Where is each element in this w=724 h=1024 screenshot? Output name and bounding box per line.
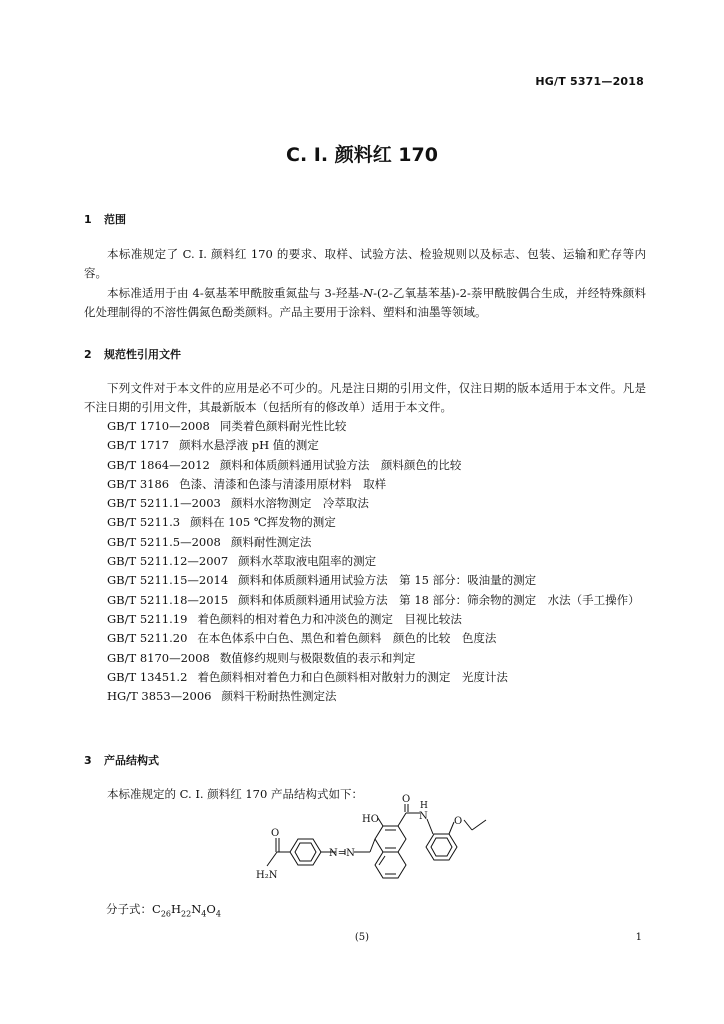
- formula-text: $C_{26}H_{22}N_4O_4$: [152, 902, 221, 919]
- section-number: 3: [84, 754, 92, 767]
- section-2-heading: [84, 346, 181, 362]
- reference-item: GB/T 5211.3 颜料在 105 ℃挥发物的测定: [107, 515, 336, 530]
- reference-item: GB/T 5211.19 着色颜料的相对着色力和冲淡色的测定 目视比较法: [107, 611, 462, 626]
- reference-item: GB/T 5211.20 在本色体系中白色、黑色和着色颜料 颜色的比较 色度法: [107, 631, 497, 646]
- section-title: 产品结构式: [104, 754, 159, 767]
- references-intro: 下列文件对于本文件的应用是必不可少的。凡是注日期的引用文件，仅注日期的版本适用于本文件。凡是不注日期的引用文件，其最新版本（包括所有的修改单）适用于本文件。: [84, 381, 646, 414]
- section-number: 2: [84, 348, 92, 361]
- formula-label: 分子式：: [106, 902, 152, 916]
- reference-list: [84, 417, 648, 706]
- hydrogen-label: H: [420, 801, 428, 811]
- nitrogen-label: N: [419, 811, 428, 822]
- hydroxyl-label: HO: [362, 814, 379, 825]
- reference-item: GB/T 1717 颜料水悬浮液 pH 值的测定: [107, 438, 319, 453]
- page-number-right: 1: [635, 932, 642, 943]
- reference-item: GB/T 8170—2008 数值修约规则与极限数值的表示和判定: [107, 650, 416, 665]
- svg-text:O: O: [454, 816, 463, 827]
- reference-item: GB/T 1710—2008 同类着色颜料耐光性比较: [107, 419, 347, 433]
- reference-item: GB/T 5211.1—2003 颜料水溶物测定 冷萃取法: [107, 496, 369, 511]
- section-3-heading: [84, 752, 159, 768]
- section-number: 1: [84, 213, 92, 226]
- section-title: 规范性引用文件: [104, 348, 181, 361]
- reference-item: GB/T 1864—2012 颜料和体质颜料通用试验方法 颜料颜色的比较: [107, 457, 462, 472]
- reference-item: GB/T 5211.15—2014 颜料和体质颜料通用试验方法 第 15 部分：吸油量的测定: [107, 573, 537, 588]
- section-1-heading: [84, 211, 126, 227]
- scope-paragraph-1: 本标准规定了 C. I. 颜料红 170 的要求、取样、试验方法、检验规则以及标志、包装、运输和贮存等内容。: [84, 247, 646, 280]
- scope-paragraph-2: 本标准适用于由 4-氨基苯甲酰胺重氮盐与 3-羟基-N-(2-乙氧基苯基)-2-萘甲酰胺偶合生成，并经特殊颜料化处理制得的不溶性偶氮色酚类颜料。产品主要用于涂料、塑料和油墨等领域。: [84, 286, 646, 319]
- reference-item: GB/T 5211.12—2007 颜料水萃取液电阻率的测定: [107, 554, 377, 569]
- page-number-center: (5): [354, 932, 370, 943]
- reference-item: GB/T 5211.18—2015 颜料和体质颜料通用试验方法 第 18 部分：筛余物的测定 水法（手工操作）: [107, 592, 640, 607]
- reference-item: HG/T 3853—2006 颜料干粉耐热性测定法: [107, 689, 337, 704]
- page-title: C. I. 颜料红 170: [286, 144, 438, 166]
- amine-label: H₂N: [256, 870, 278, 881]
- chemical-structure-diagram: [250, 794, 490, 898]
- standard-number: HG/T 5371—2018: [535, 75, 644, 88]
- reference-item: GB/T 3186 色漆、清漆和色漆与清漆用原材料 取样: [107, 476, 387, 491]
- reference-item: GB/T 13451.2 着色颜料相对着色力和白色颜料相对散射力的测定 光度计法: [107, 669, 508, 684]
- structure-intro: 本标准规定的 C. I. 颜料红 170 产品结构式如下：: [107, 787, 363, 801]
- svg-text:O: O: [271, 828, 280, 839]
- svg-text:O: O: [402, 794, 411, 805]
- section-title: 范围: [104, 213, 126, 226]
- azo-label: N=N: [329, 848, 355, 859]
- reference-item: GB/T 5211.5—2008 颜料耐性测定法: [107, 534, 312, 549]
- molecular-formula: [106, 901, 221, 918]
